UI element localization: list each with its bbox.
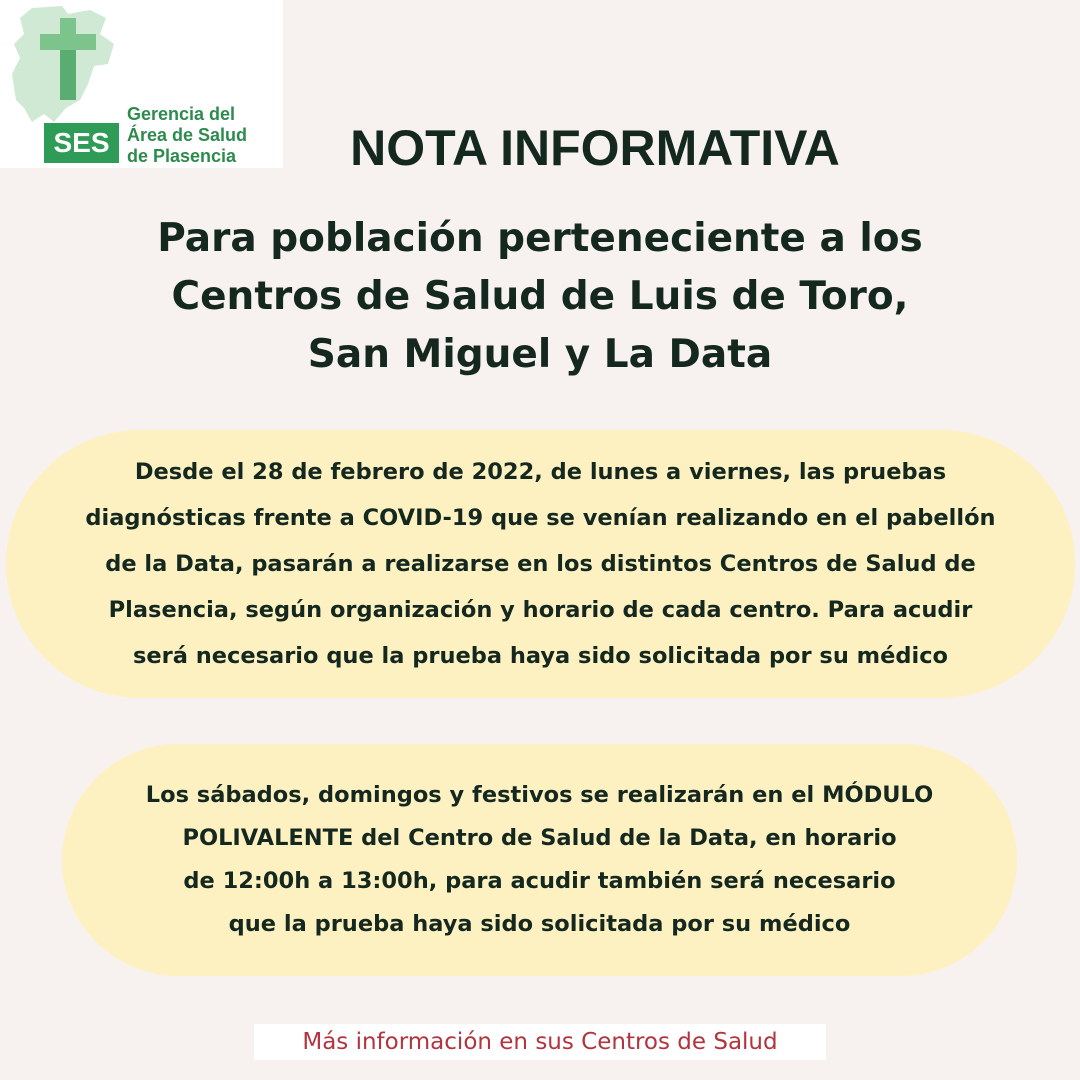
subtitle-line: Para población perteneciente a los — [157, 216, 923, 261]
page-title: NOTA INFORMATIVA — [350, 120, 840, 176]
notice-line: Plasencia, según organización y horario de cada centro. Para acudir — [108, 597, 973, 623]
notice-line: Los sábados, domingos y festivos se realizarán en el MÓDULO — [145, 782, 934, 808]
notice-line: POLIVALENTE del Centro de Salud de la Data, en horario — [182, 825, 897, 851]
subtitle-line: Centros de Salud de Luis de Toro, — [171, 274, 909, 319]
subtitle — [40, 210, 1040, 384]
logo — [0, 0, 283, 168]
ses-badge: SES — [44, 123, 119, 163]
org-name-line: de Plasencia — [127, 146, 237, 166]
footer-note: Más información en sus Centros de Salud — [254, 1024, 826, 1060]
notice-line: de 12:00h a 13:00h, para acudir también será necesario — [183, 868, 896, 894]
notice-line: de la Data, pasarán a realizarse en los distintos Centros de Salud de — [105, 551, 976, 577]
org-name — [127, 104, 287, 167]
weekend-notice — [62, 744, 1017, 976]
subtitle-line: San Miguel y La Data — [307, 332, 773, 377]
weekday-notice — [6, 430, 1075, 698]
notice-line: será necesario que la prueba haya sido solicitada por su médico — [133, 643, 948, 669]
org-name-line: Área de Salud — [127, 125, 248, 145]
notice-line: diagnósticas frente a COVID-19 que se venían realizando en el pabellón — [85, 505, 996, 531]
notice-line: que la prueba haya sido solicitada por su médico — [228, 911, 851, 937]
notice-line: Desde el 28 de febrero de 2022, de lunes a viernes, las pruebas — [134, 459, 947, 485]
org-name-line: Gerencia del — [127, 104, 236, 124]
